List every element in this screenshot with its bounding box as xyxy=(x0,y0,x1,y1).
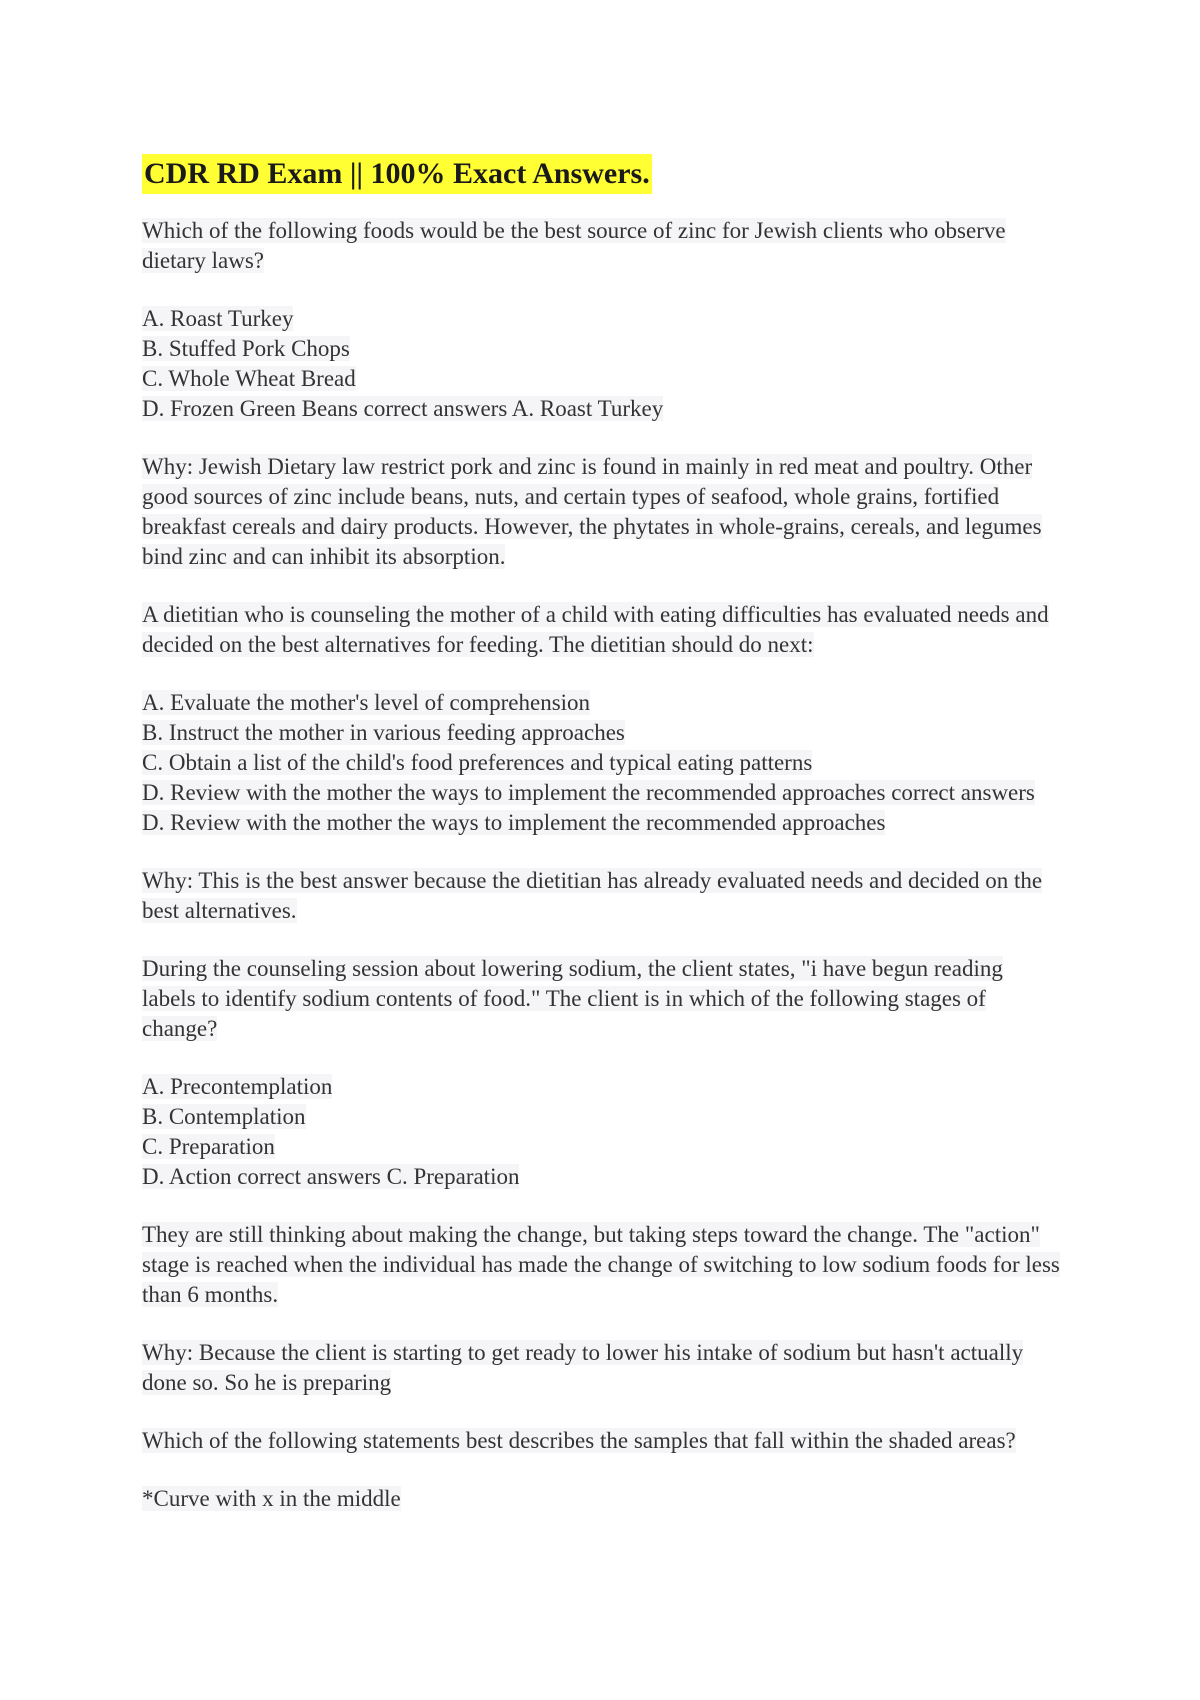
question-1-options xyxy=(142,304,1062,424)
question-2 xyxy=(142,600,1062,660)
question-3-option-d: D. Action correct answers C. Preparation xyxy=(142,1164,520,1189)
question-3-text: During the counseling session about lowering sodium, the client states, "i have begun reading labels to identify sodium contents of food." The client is in which of the following stages of change? xyxy=(142,956,1003,1041)
question-1-option-c: C. Whole Wheat Bread xyxy=(142,366,356,391)
question-3-why: Why: Because the client is starting to get ready to lower his intake of sodium but hasn't actually done so. So he is preparing xyxy=(142,1340,1024,1395)
document-title: CDR RD Exam || 100% Exact Answers. xyxy=(142,154,652,194)
question-1-option-d: D. Frozen Green Beans correct answers A. Roast Turkey xyxy=(142,396,664,421)
question-3-options xyxy=(142,1072,1062,1192)
question-4-text: Which of the following statements best describes the samples that fall within the shaded areas? xyxy=(142,1428,1016,1453)
question-3-option-b: B. Contemplation xyxy=(142,1104,306,1129)
question-2-options xyxy=(142,688,1062,838)
question-3-option-a: A. Precontemplation xyxy=(142,1074,333,1099)
question-2-option-d: D. Review with the mother the ways to implement the recommended approaches correct answers xyxy=(142,780,1035,805)
question-1-option-a: A. Roast Turkey xyxy=(142,306,294,331)
question-2-text: A dietitian who is counseling the mother of a child with eating difficulties has evaluated needs and decided on the best alternatives for feeding. The dietitian should do next: xyxy=(142,602,1049,657)
question-1-text: Which of the following foods would be the best source of zinc for Jewish clients who observe dietary laws? xyxy=(142,218,1006,273)
question-2-option-b: B. Instruct the mother in various feeding approaches xyxy=(142,720,625,745)
document-page xyxy=(142,154,1062,1542)
question-1 xyxy=(142,216,1062,276)
question-4-note: *Curve with x in the middle xyxy=(142,1486,401,1511)
question-3-option-c: C. Preparation xyxy=(142,1134,275,1159)
question-2-option-c: C. Obtain a list of the child's food preferences and typical eating patterns xyxy=(142,750,813,775)
question-3 xyxy=(142,954,1062,1044)
question-3-explanation: They are still thinking about making the change, but taking steps toward the change. The "action" stage is reached when the individual has made the change of switching to low sodium foods for less than 6 months. xyxy=(142,1222,1060,1307)
question-1-option-b: B. Stuffed Pork Chops xyxy=(142,336,350,361)
question-1-why: Why: Jewish Dietary law restrict pork and zinc is found in mainly in red meat and poultry. Other good sources of zinc include beans, nuts, and certain types of seafood, whole grains, fortified breakfast cereals and dairy products. However, the phytates in whole-grains, cereals, and legumes bind zinc and can inhibit its absorption. xyxy=(142,454,1042,569)
question-2-answer: D. Review with the mother the ways to implement the recommended approaches xyxy=(142,810,886,835)
question-2-option-a: A. Evaluate the mother's level of comprehension xyxy=(142,690,591,715)
question-2-why: Why: This is the best answer because the dietitian has already evaluated needs and decided on the best alternatives. xyxy=(142,868,1043,923)
question-4 xyxy=(142,1426,1062,1456)
